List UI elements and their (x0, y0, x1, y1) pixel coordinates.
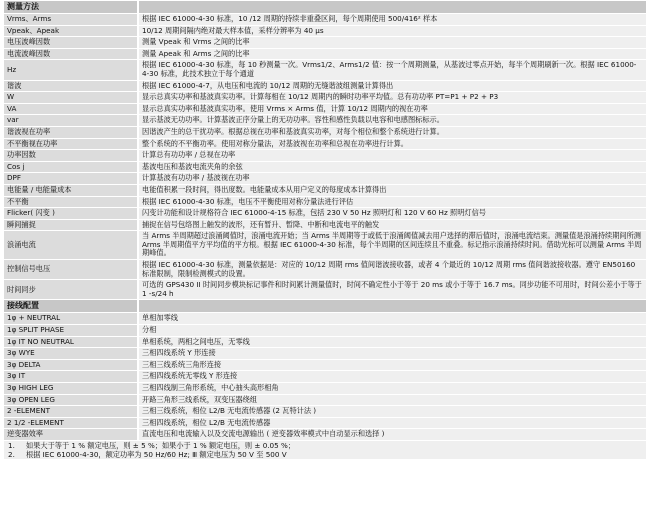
measurement-parameter-description: 可选的 GPS430 II 时间同步模块标记事件和时间累计测量值时，时间不确定性小于等于 20 ms 或小于等于 16.7 ms。同步功能不可用时，时间公差小于等于 1 -s/24 h (138, 280, 646, 300)
wiring-parameter-name: 1φ + NEUTRAL (4, 313, 138, 325)
footnote (8, 450, 642, 459)
measurement-parameter-name: W (4, 92, 138, 104)
measurement-parameter-description: 根据 IEC 61000-4-7，从电压和电流的 10/12 周期的无缝谐波组测量计算得出 (138, 80, 646, 92)
measurement-parameter-name: 谐波视在功率 (4, 126, 138, 138)
measurement-row (4, 196, 646, 208)
measurement-parameter-description: 计算基波有功功率 / 基波视在功率 (138, 173, 646, 185)
wiring-parameter-name: 2 1/2 -ELEMENT (4, 417, 138, 429)
wiring-parameter-description: 三相三线系统三角形连接 (138, 359, 646, 371)
measurement-row (4, 25, 646, 37)
wiring-section-header (4, 300, 646, 313)
wiring-row (4, 325, 646, 337)
wiring-row (4, 348, 646, 360)
wiring-parameter-description: 单相加零线 (138, 313, 646, 325)
wiring-parameter-description: 三相四线系统，相位 L2/B 无电流传感器 (138, 417, 646, 429)
wiring-section-filler (138, 300, 646, 313)
measurement-row (4, 48, 646, 60)
wiring-parameter-description: 三相四线制三角形系统，中心抽头高形相角 (138, 383, 646, 395)
measurement-parameter-name: Cos j (4, 161, 138, 173)
wiring-section-title: 接线配置 (4, 300, 138, 313)
spec-table (4, 1, 646, 441)
measurement-row (4, 260, 646, 280)
measurement-parameter-description: 因谐波产生的总干扰功率。根据总视在功率和基波真实功率，对每个相位和整个系统进行计算。 (138, 126, 646, 138)
measurement-parameter-name: 电压波峰因数 (4, 37, 138, 49)
wiring-row (4, 313, 646, 325)
measurement-parameter-name: var (4, 115, 138, 127)
measurement-parameter-description: 捕捉在信号包络图上触发的波形，还有暂升、暂降、中断和电流电平的触发 (138, 219, 646, 231)
measurement-section-title: 测量方法 (4, 1, 138, 14)
footnotes (4, 441, 646, 459)
measurement-parameter-name: Vrms、Arms (4, 14, 138, 26)
measurement-parameter-description: 整个系统的不平衡功率。使用对称分量法，对基波视在功率和总视在功率进行计算。 (138, 138, 646, 150)
footnote-text: 根据 IEC 61000-4-30，额定功率为 50 Hz/60 Hz; Ⅲ 额定电压为 50 V 至 500 V (26, 449, 287, 459)
measurement-parameter-name: 浪涌电流 (4, 231, 138, 260)
wiring-row (4, 406, 646, 418)
measurement-parameter-name: 不平衡 (4, 196, 138, 208)
measurement-parameter-name: Hz (4, 60, 138, 80)
measurement-parameter-name: 不平衡视在功率 (4, 138, 138, 150)
measurement-parameter-description: 根据 IEC 61000-4-30 标准，每 10 秒测量一次。Vrms1/2、Arms1/2 值：按一个周期测量，从基波过零点开始，每半个周期刷新一次。根据 IEC 61000-4-30 标准，此技术独立于每个通道 (138, 60, 646, 80)
measurement-row (4, 173, 646, 185)
measurement-row (4, 208, 646, 220)
wiring-row (4, 429, 646, 441)
measurement-parameter-name: 功率因数 (4, 150, 138, 162)
wiring-row (4, 417, 646, 429)
wiring-parameter-name: 2 -ELEMENT (4, 406, 138, 418)
measurement-parameter-name: Vpeak、Apeak (4, 25, 138, 37)
measurement-parameter-name: VA (4, 103, 138, 115)
measurement-row (4, 219, 646, 231)
measurement-parameter-name: 瞬间捕捉 (4, 219, 138, 231)
wiring-parameter-description: 分相 (138, 325, 646, 337)
wiring-parameter-name: 3φ DELTA (4, 359, 138, 371)
measurement-row (4, 80, 646, 92)
measurement-row (4, 103, 646, 115)
wiring-parameter-name: 3φ IT (4, 371, 138, 383)
wiring-parameter-description: 直流电压和电流输入以及交流电源输出 ( 逆变器效率模式中自动显示和选择 ) (138, 429, 646, 441)
measurement-parameter-description: 显示基波无功功率。计算基波正序分量上的无功功率。容性和感性负载以电容和电感图标标示。 (138, 115, 646, 127)
measurement-parameter-name: 时间同步 (4, 280, 138, 300)
measurement-row (4, 126, 646, 138)
wiring-row (4, 371, 646, 383)
measurement-parameter-description: 计算总有功功率 / 总视在功率 (138, 150, 646, 162)
measurement-parameter-description: 10/12 周期间隔内绝对最大样本值，采样分辨率为 40 μs (138, 25, 646, 37)
measurement-parameter-name: 电流波峰因数 (4, 48, 138, 60)
measurement-parameter-description: 根据 IEC 61000-4-30 标准，10 /12 周期的持续非重叠区间，每个周期使用 500/416² 样本 (138, 14, 646, 26)
wiring-parameter-name: 3φ OPEN LEG (4, 394, 138, 406)
measurement-parameter-name: 电能量 / 电能量成本 (4, 184, 138, 196)
measurement-row (4, 14, 646, 26)
wiring-row (4, 394, 646, 406)
measurement-section-header (4, 1, 646, 14)
measurement-row (4, 115, 646, 127)
measurement-parameter-description: 测量 Apeak 和 Arms 之间的比率 (138, 48, 646, 60)
footnote (8, 441, 642, 450)
wiring-parameter-description: 三相三线系统，相位 L2/B 无电流传感器 (2 瓦特计法 ) (138, 406, 646, 418)
measurement-parameter-description: 测量 Vpeak 和 Vrms 之间的比率 (138, 37, 646, 49)
measurement-row (4, 138, 646, 150)
measurement-parameter-description: 当 Arms 半周期超过浪涌阈值时，浪涌电流开始；当 Arms 半周期等于或低于浪涌阈值减去用户选择的滞后值时，浪涌电流结束。测量值是浪涌持续期间所测 Arms 半周期值平方平均值的平方根。根据 IEC 61000-4-30 标准，每个半周期的区间连续且不重叠。标记指示浪涌持续时间。借助光标可以测量 Arms 半周期峰值。 (138, 231, 646, 260)
footnote-number: 2. (8, 449, 15, 459)
measurement-row (4, 37, 646, 49)
footnote-text: 如果大于等于 1 % 额定电压，则 ± 5 %；如果小于 1 % 额定电压，则 ± 0.05 %； (26, 440, 296, 450)
measurement-row (4, 280, 646, 300)
wiring-parameter-name: 逆变器效率 (4, 429, 138, 441)
measurement-row (4, 231, 646, 260)
wiring-parameter-name: 3φ HIGH LEG (4, 383, 138, 395)
measurement-parameter-description: 显示总真实功率和基波真实功率。使用 Vrms × Arms 值，计算 10/12 周期内的视在功率 (138, 103, 646, 115)
wiring-parameter-description: 三相四线系统无零线 Y 形连接 (138, 371, 646, 383)
measurement-row (4, 60, 646, 80)
measurement-parameter-name: 谐波 (4, 80, 138, 92)
wiring-parameter-description: 单相系统，两相之间电压，无零线 (138, 336, 646, 348)
wiring-parameter-name: 1φ IT NO NEUTRAL (4, 336, 138, 348)
measurement-parameter-name: 控制信号电压 (4, 260, 138, 280)
wiring-parameter-name: 3φ WYE (4, 348, 138, 360)
measurement-row (4, 161, 646, 173)
measurement-parameter-description: 根据 IEC 61000-4-30 标准，测量依据是：对应的 10/12 周期 rms 值间谐波接收器，或者 4 个最近的 10/12 周期 rms 值间谐波接收器。遵守 EN50160 标准限制，限制检测模式的设置。 (138, 260, 646, 280)
wiring-row (4, 336, 646, 348)
footnote-number: 1. (8, 440, 15, 450)
wiring-parameter-description: 三相四线系统 Y 形连接 (138, 348, 646, 360)
wiring-parameter-name: 1φ SPLIT PHASE (4, 325, 138, 337)
measurement-section-filler (138, 1, 646, 14)
measurement-parameter-name: DPF (4, 173, 138, 185)
measurement-parameter-description: 显示总真实功率和基波真实功率。计算每相在 10/12 周期内的瞬时功率平均值。总有功功率 PT=P1 + P2 + P3 (138, 92, 646, 104)
measurement-row (4, 184, 646, 196)
measurement-row (4, 150, 646, 162)
wiring-parameter-description: 开路三角形三线系统，双变压器绕组 (138, 394, 646, 406)
wiring-row (4, 383, 646, 395)
measurement-parameter-description: 根据 IEC 61000-4-30 标准，电压不平衡使用对称分量法进行评估 (138, 196, 646, 208)
measurement-parameter-description: 闪变计功能和设计规格符合 IEC 61000-4-15 标准，包括 230 V 50 Hz 照明灯和 120 V 60 Hz 照明灯信号 (138, 208, 646, 220)
wiring-row (4, 359, 646, 371)
measurement-row (4, 92, 646, 104)
measurement-parameter-name: Flicker( 闪变 ) (4, 208, 138, 220)
measurement-parameter-description: 基波电压和基波电流夹角的余弦 (138, 161, 646, 173)
measurement-parameter-description: 电能值积累一段时间，得出度数。电能量成本从用户定义的每度成本计算得出 (138, 184, 646, 196)
